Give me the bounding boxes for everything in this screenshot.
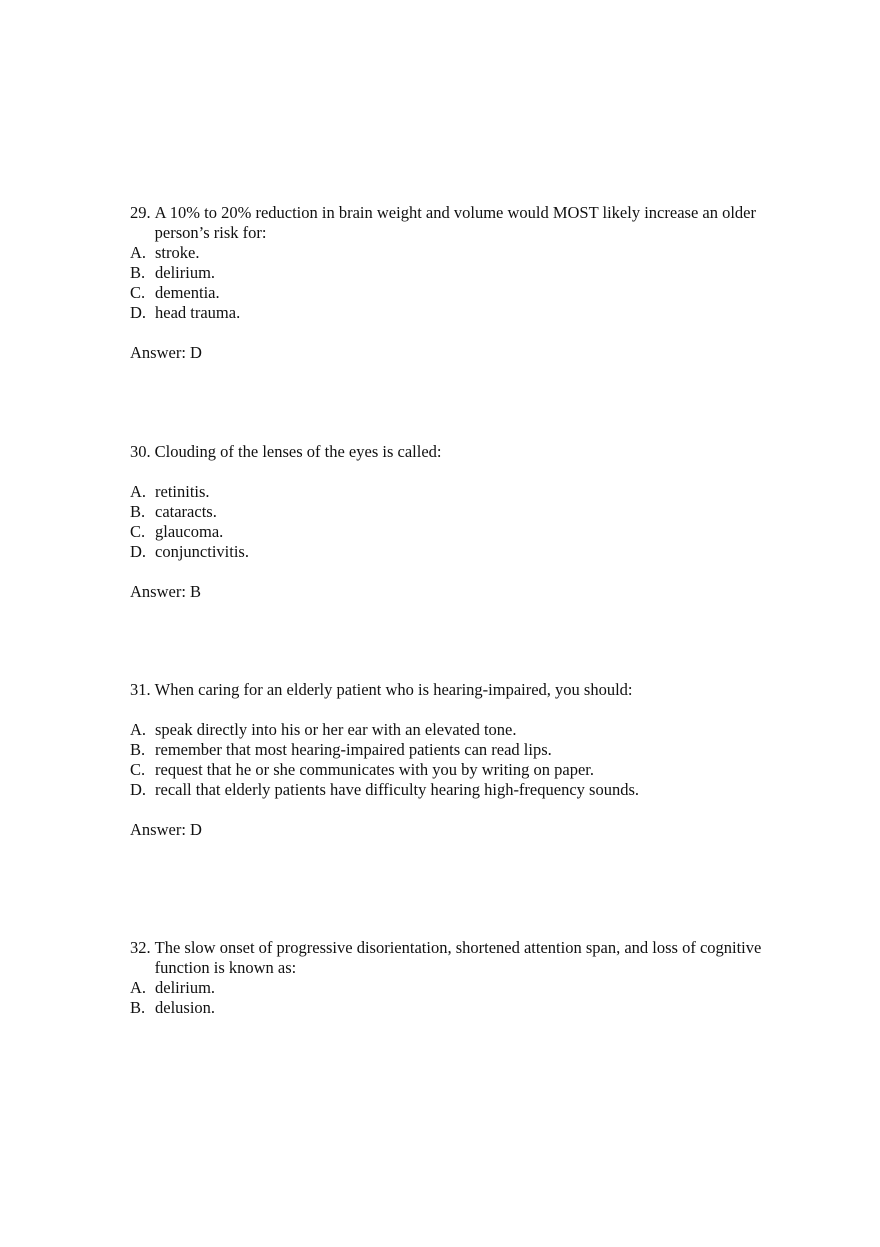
option-letter: D. xyxy=(130,780,147,799)
option-c xyxy=(130,283,770,303)
answer-line: Answer: B xyxy=(130,582,202,601)
option-text: stroke. xyxy=(155,243,200,262)
option-c xyxy=(130,760,770,780)
option-text: request that he or she communicates with you by writing on paper. xyxy=(155,760,594,779)
option-text: head trauma. xyxy=(155,303,241,322)
option-text: recall that elderly patients have difficulty hearing high-frequency sounds. xyxy=(155,780,639,799)
question-30 xyxy=(130,442,770,602)
question-text: Clouding of the lenses of the eyes is called: xyxy=(154,442,442,461)
option-text: cataracts. xyxy=(155,502,217,521)
option-text: delirium. xyxy=(155,263,216,282)
option-letter: A. xyxy=(130,978,147,997)
option-text: delirium. xyxy=(155,978,216,997)
option-a xyxy=(130,720,770,740)
question-number: 31. xyxy=(130,680,151,699)
option-b xyxy=(130,998,770,1018)
question-32 xyxy=(130,938,770,1018)
option-text: conjunctivitis. xyxy=(155,542,249,561)
option-letter: B. xyxy=(130,740,146,759)
option-text: remember that most hearing-impaired patients can read lips. xyxy=(155,740,552,759)
option-b xyxy=(130,263,770,283)
option-letter: C. xyxy=(130,522,146,541)
question-text: A 10% to 20% reduction in brain weight and volume would MOST likely increase an older person’s risk for: xyxy=(154,203,756,242)
option-letter: B. xyxy=(130,502,146,521)
option-a xyxy=(130,482,770,502)
option-a xyxy=(130,243,770,263)
option-a xyxy=(130,978,770,998)
option-letter: B. xyxy=(130,998,146,1017)
option-text: glaucoma. xyxy=(155,522,224,541)
answer-line: Answer: D xyxy=(130,343,202,362)
option-b xyxy=(130,740,770,760)
question-number: 30. xyxy=(130,442,151,461)
option-letter: A. xyxy=(130,720,147,739)
option-text: dementia. xyxy=(155,283,220,302)
option-d xyxy=(130,780,770,800)
option-letter: A. xyxy=(130,482,147,501)
option-letter: B. xyxy=(130,263,146,282)
question-number: 29. xyxy=(130,203,151,222)
answer-line: Answer: D xyxy=(130,820,202,839)
option-letter: C. xyxy=(130,760,146,779)
option-text: speak directly into his or her ear with an elevated tone. xyxy=(155,720,517,739)
question-text: When caring for an elderly patient who is hearing-impaired, you should: xyxy=(154,680,633,699)
question-stem xyxy=(130,938,770,978)
option-d xyxy=(130,303,770,323)
option-letter: D. xyxy=(130,303,147,322)
option-text: retinitis. xyxy=(155,482,210,501)
question-stem xyxy=(130,680,770,700)
option-letter: D. xyxy=(130,542,147,561)
question-text: The slow onset of progressive disorientation, shortened attention span, and loss of cognitive function is known as: xyxy=(154,938,762,977)
option-text: delusion. xyxy=(155,998,216,1017)
question-29 xyxy=(130,203,770,363)
option-b xyxy=(130,502,770,522)
question-number: 32. xyxy=(130,938,151,957)
option-letter: C. xyxy=(130,283,146,302)
question-31 xyxy=(130,680,770,840)
question-stem xyxy=(130,203,770,243)
option-d xyxy=(130,542,770,562)
option-c xyxy=(130,522,770,542)
question-stem xyxy=(130,442,770,462)
option-letter: A. xyxy=(130,243,147,262)
